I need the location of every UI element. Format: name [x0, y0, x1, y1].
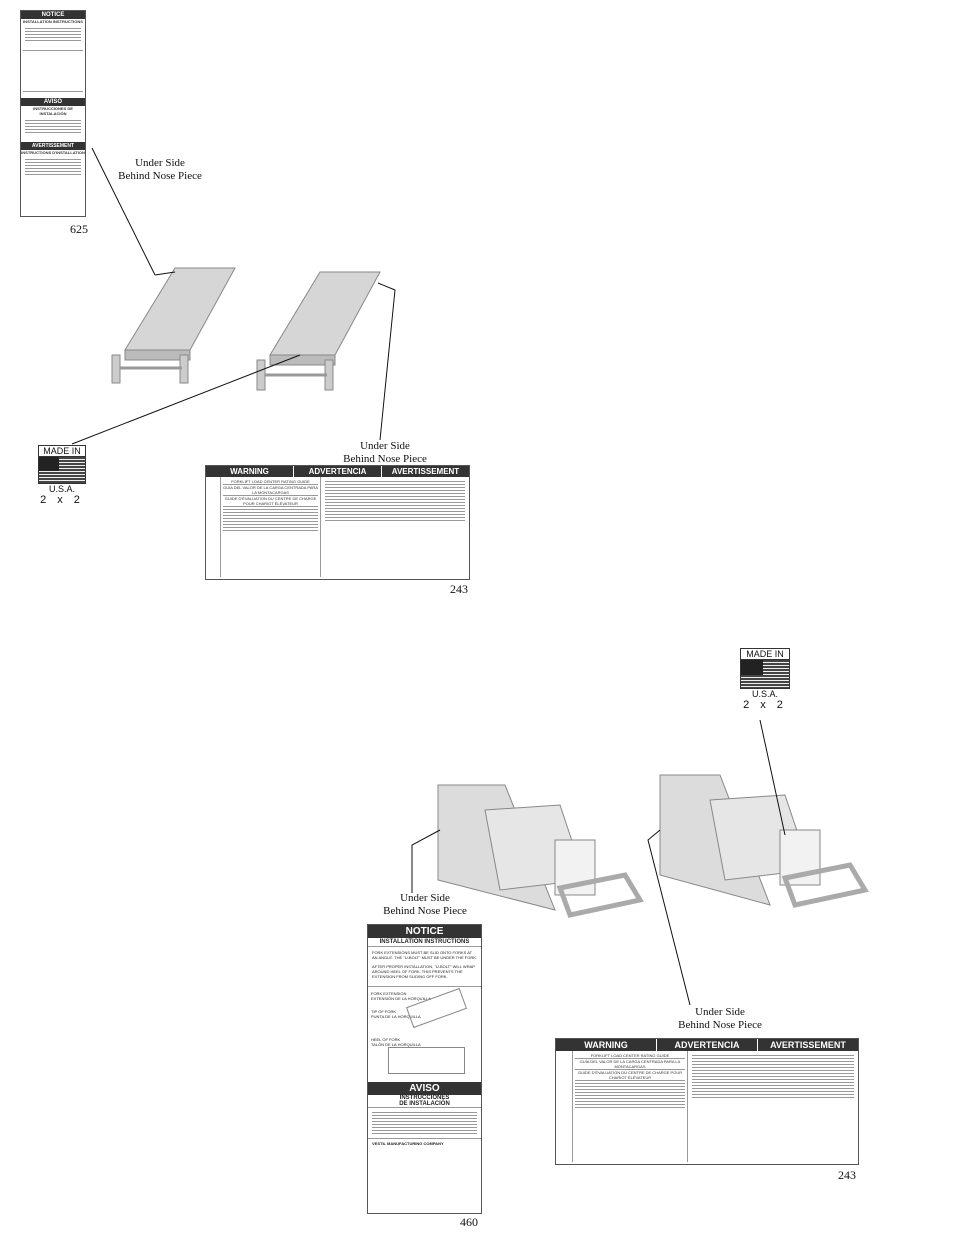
label-size: 2 x 2: [40, 494, 84, 506]
guide-row-en: FORKLIFT LOAD CENTER RATING GUIDE: [575, 1053, 685, 1059]
avert-header: AVERTISSEMENT: [21, 142, 85, 150]
caption-line: Behind Nose Piece: [383, 905, 467, 917]
notice-header: NOTICE: [368, 925, 481, 938]
avert-steps: [21, 155, 85, 179]
made-in-text: MADE IN: [740, 648, 790, 659]
notice-subheader: INSTALLATION INSTRUCTIONS: [368, 938, 481, 947]
warning-body: [688, 1051, 858, 1162]
avertissement-text: AVERTISSEMENT: [770, 1040, 846, 1050]
aviso-header: AVISO: [368, 1082, 481, 1095]
caption-line: Under Side: [695, 1006, 745, 1018]
diagram-label-extension: FORK EXTENSION EXTENSIÓN DE LA HORQUILLA: [371, 991, 431, 1001]
guide-row-es: GUÍA DEL VALOR DE LA CARGA CENTRADA PARA LA MONTACARGAS: [223, 485, 318, 495]
avert-subheader: INSTRUCTIONS D'INSTALLATION: [21, 150, 85, 155]
side-strip: [556, 1051, 573, 1162]
caption-under-side-1: [105, 157, 215, 183]
part-number-460: 460: [460, 1215, 478, 1229]
top-fork-left: [112, 268, 235, 383]
caption-line: Under Side: [400, 892, 450, 904]
warning-label-2: [555, 1038, 859, 1165]
caption-under-side-2: [330, 440, 440, 466]
notice-steps: [21, 24, 85, 50]
aviso-steps: [21, 116, 85, 142]
aviso-subheader: INSTRUCCIONES DE INSTALACIÓN: [33, 106, 73, 116]
caption-line: Under Side: [360, 440, 410, 452]
guide-row-fr: GUIDE D'ÉVALUATION DU CENTRE DE CHARGE POUR CHARIOT ÉLÉVATEUR: [224, 496, 317, 506]
caption-line: Behind Nose Piece: [343, 453, 427, 465]
part-number-243-b: 243: [838, 1168, 856, 1182]
caption-line: Under Side: [135, 157, 185, 169]
us-flag-icon: [740, 659, 790, 689]
caption-under-side-4: [665, 1006, 775, 1032]
guide-row-en: FORKLIFT LOAD CENTER RATING GUIDE: [223, 479, 318, 485]
caption-under-side-3: [370, 892, 480, 918]
usa-text: U.S.A.: [48, 484, 75, 494]
side-strip: [206, 477, 221, 577]
warning-label-1: [205, 465, 470, 580]
made-in-text: MADE IN: [38, 445, 86, 456]
caption-line: Behind Nose Piece: [678, 1019, 762, 1031]
install-diagram: [368, 986, 481, 1082]
part-number-625: 625: [70, 222, 88, 236]
made-in-usa-label-2: [740, 648, 790, 711]
step-1: FORK EXTENSIONS MUST BE SLID ONTO FORKS AT AN ANGLE. THE "U-BOLT" MUST BE UNDER THE FORK.: [372, 950, 478, 960]
bottom-fork-right: [660, 775, 865, 905]
guide-row-fr: GUIDE D'ÉVALUATION DU CENTRE DE CHARGE POUR CHARIOT ÉLÉVATEUR: [575, 1070, 685, 1081]
top-fork-right: [257, 272, 380, 390]
notice-diagram: [23, 50, 83, 92]
warning-text: WARNING: [206, 466, 294, 477]
usa-text: U.S.A.: [751, 689, 778, 699]
diagram-label-heel: HEEL OF FORK TALÓN DE LA HORQUILLA: [371, 1037, 421, 1047]
aviso-subheader-2: DE INSTALACIÓN: [368, 1101, 481, 1108]
warning-bar: [206, 466, 469, 477]
avertissement-text: AVERTISSEMENT: [391, 467, 460, 476]
label-size: 2 x 2: [743, 699, 787, 711]
guide-row-es: GUÍA DEL VALOR DE LA CARGA CENTRADA PARA LA MONTACARGAS: [575, 1059, 685, 1070]
notice-header: NOTICE: [21, 11, 85, 19]
part-number-243-a: 243: [450, 582, 468, 596]
rating-guide: [573, 1051, 688, 1162]
advertencia-text: ADVERTENCIA: [657, 1039, 758, 1051]
aviso-subheader-1: INSTRUCCIONES: [399, 1095, 450, 1101]
warning-text: WARNING: [556, 1039, 657, 1051]
us-flag-icon: [38, 456, 86, 484]
aviso-header: AVISO: [21, 98, 85, 106]
heel-diagram-shape: [388, 1047, 465, 1074]
caption-line: Behind Nose Piece: [118, 170, 202, 182]
warning-bar: [556, 1039, 858, 1051]
notice-label-top: [20, 10, 86, 217]
notice-subheader: INSTALLATION INSTRUCTIONS: [23, 19, 83, 24]
notice-label-bottom: [367, 924, 482, 1214]
company-name: VESTIL MANUFACTURING COMPANY: [368, 1138, 481, 1148]
rating-table: [575, 1083, 685, 1108]
aviso-steps: [368, 1108, 481, 1138]
rating-guide: [221, 477, 321, 577]
rating-table: [223, 509, 318, 531]
advertencia-text: ADVERTENCIA: [294, 466, 382, 477]
made-in-usa-label-1: [38, 445, 86, 506]
step-2: AFTER PROPER INSTALLATION, "U-BOLT" WILL WRAP AROUND HEEL OF FORK. THIS PREVENTS THE EXTENSION FROM SLIDING OFF FORK.: [372, 964, 475, 979]
warning-body: [321, 477, 469, 577]
diagram-label-tip: TIP OF FORK PUNTA DE LA HORQUILLA: [371, 1009, 421, 1019]
